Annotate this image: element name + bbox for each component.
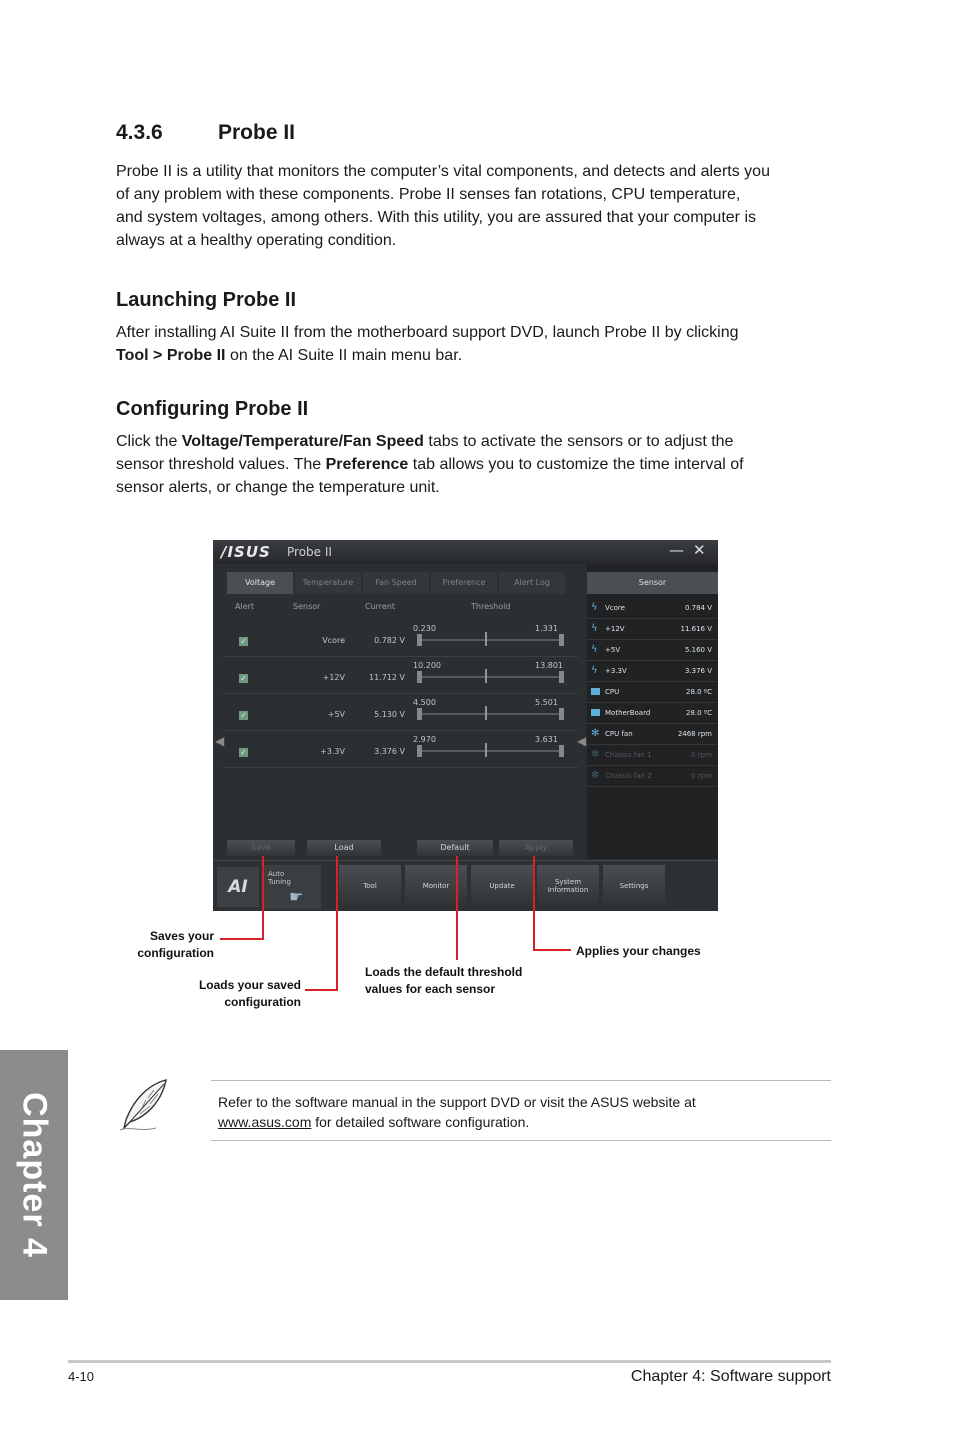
configuring-heading: Configuring Probe II xyxy=(116,398,309,420)
low-slider-handle[interactable] xyxy=(417,745,422,757)
minimize-button[interactable]: — xyxy=(669,541,684,559)
motherboard-temperature-icon xyxy=(591,709,600,716)
configuring-line2: sensor threshold values. The Preference tab allows you to customize the time interval of xyxy=(116,456,744,473)
threshold-low: 4.500 xyxy=(413,698,436,707)
menu-monitor[interactable]: Monitor xyxy=(405,865,467,907)
note-text: Refer to the software manual in the support DVD or visit the ASUS website at www.asus.com for detailed software configuration. xyxy=(218,1094,696,1130)
sensor-name: +5V xyxy=(327,710,345,719)
threshold-low: 0.230 xyxy=(413,624,436,633)
sensor-name: Vcore xyxy=(322,636,345,645)
current-value: 3.376 V xyxy=(374,747,405,756)
sensor-header: Sensor xyxy=(587,572,718,594)
fan-icon: ✻ xyxy=(591,770,600,781)
launching-heading: Launching Probe II xyxy=(116,289,297,311)
threshold-slider-track xyxy=(419,639,559,641)
alert-checkbox[interactable]: ✓ xyxy=(240,637,247,646)
sensor-row: ✻ Chassis fan 2 0 rpm xyxy=(587,766,718,787)
callout-line-apply xyxy=(533,949,571,951)
current-marker xyxy=(485,706,487,720)
voltage-bolt-icon: ϟ xyxy=(591,602,598,613)
current-marker xyxy=(485,669,487,683)
callout-line-apply xyxy=(533,856,535,951)
launching-paragraph xyxy=(116,321,836,367)
footer-chapter: Chapter 4: Software support xyxy=(630,1368,831,1385)
threshold-low: 10.200 xyxy=(413,661,441,670)
current-marker xyxy=(485,743,487,757)
page-number: 4-10 xyxy=(68,1369,95,1384)
chapter-tab-label: Chapter 4 xyxy=(15,1092,54,1258)
footer-divider xyxy=(68,1360,831,1363)
tab-alert-log[interactable]: Alert Log xyxy=(499,572,565,594)
low-slider-handle[interactable] xyxy=(417,708,422,720)
configuring-line3: sensor alerts, or change the temperature unit. xyxy=(116,479,440,496)
current-value: 11.712 V xyxy=(368,673,405,682)
high-slider-handle[interactable] xyxy=(559,745,564,757)
tab-temperature[interactable]: Temperature xyxy=(295,572,361,594)
high-slider-handle[interactable] xyxy=(559,671,564,683)
menu-tool[interactable]: Tool xyxy=(339,865,401,907)
chapter-tab xyxy=(0,1050,68,1300)
table-row xyxy=(223,696,578,731)
load-button[interactable]: Load xyxy=(307,840,381,856)
col-sensor: Sensor xyxy=(293,602,321,611)
probe-ii-window xyxy=(213,540,718,911)
table-row xyxy=(223,659,578,694)
voltage-bolt-icon: ϟ xyxy=(591,644,598,655)
high-slider-handle[interactable] xyxy=(559,634,564,646)
table-row xyxy=(223,622,578,657)
col-threshold: Threshold xyxy=(471,602,511,611)
pointer-hand-icon: ☛ xyxy=(289,887,304,906)
callout-line-load xyxy=(305,989,338,991)
callout-apply: Applies your changes xyxy=(576,944,701,958)
intro-line: and system voltages, among others. With this utility, you are assured that your computer is xyxy=(116,209,756,226)
ai-suite-logo[interactable]: AI xyxy=(217,867,259,907)
col-alert: Alert xyxy=(235,602,255,611)
menu-path: Tool > Probe II xyxy=(116,347,226,364)
threshold-low: 2.970 xyxy=(413,735,436,744)
tab-voltage[interactable]: Voltage xyxy=(227,572,293,594)
launching-line2 xyxy=(116,344,836,367)
main-menu-bar xyxy=(213,860,718,911)
sensor-row: ϟ +12V 11.616 V xyxy=(587,619,718,640)
launching-rest: on the AI Suite II main menu bar. xyxy=(225,347,463,364)
menu-system-information[interactable]: System Information xyxy=(537,865,599,907)
high-slider-handle[interactable] xyxy=(559,708,564,720)
table-row xyxy=(223,733,578,768)
voltage-bolt-icon: ϟ xyxy=(591,665,598,676)
callout-load: Loads your saved configuration xyxy=(198,978,301,1009)
threshold-slider-track xyxy=(419,713,559,715)
callout-line-save xyxy=(220,938,264,940)
alert-checkbox[interactable]: ✓ xyxy=(240,748,247,757)
sensor-row: ✻ Chassis fan 1 0 rpm xyxy=(587,745,718,766)
sensor-row: ϟ +3.3V 3.376 V xyxy=(587,661,718,682)
threshold-high: 13.801 xyxy=(535,661,563,670)
asus-logo: /ISUS xyxy=(221,543,271,561)
sensor-panel xyxy=(587,564,718,859)
window-title: Probe II xyxy=(287,545,332,559)
menu-settings[interactable]: Settings xyxy=(603,865,665,907)
save-button[interactable]: Save xyxy=(227,840,295,856)
threshold-high: 5.501 xyxy=(535,698,558,707)
scroll-left-arrow-icon[interactable]: ◀ xyxy=(215,734,225,748)
apply-button[interactable]: Apply xyxy=(499,840,573,856)
collapse-panel-arrow-icon[interactable]: ◀ xyxy=(577,734,587,748)
threshold-high: 3.631 xyxy=(535,735,558,744)
title-bar xyxy=(213,540,718,564)
sensor-row: ϟ Vcore 0.784 V xyxy=(587,598,718,619)
col-current: Current xyxy=(365,602,396,611)
sensor-row: MotherBoard 28.0 ºC xyxy=(587,703,718,724)
note-divider-bottom xyxy=(211,1140,831,1141)
callout-line-save xyxy=(262,856,264,940)
sensor-row: ✻ CPU fan 2468 rpm xyxy=(587,724,718,745)
configuring-line1: Click the Voltage/Temperature/Fan Speed tabs to activate the sensors or to adjust the xyxy=(116,433,734,450)
section-title: Probe II xyxy=(218,121,296,144)
intro-line: Probe II is a utility that monitors the computer’s vital components, and detects and alerts you xyxy=(116,163,770,180)
auto-tuning-label: Auto Tuning xyxy=(268,870,291,886)
fan-icon: ✻ xyxy=(591,728,600,739)
threshold-slider-track xyxy=(419,676,559,678)
callout-line-load xyxy=(336,856,338,991)
menu-update[interactable]: Update xyxy=(471,865,533,907)
intro-line: always at a healthy operating condition. xyxy=(116,232,397,249)
default-button[interactable]: Default xyxy=(417,840,493,856)
current-value: 0.782 V xyxy=(374,636,405,645)
sensor-name: +3.3V xyxy=(320,747,345,756)
tab-preference[interactable]: Preference xyxy=(431,572,497,594)
alert-checkbox[interactable]: ✓ xyxy=(240,674,247,683)
low-slider-handle[interactable] xyxy=(417,671,422,683)
tab-fan-speed[interactable]: Fan Speed xyxy=(363,572,429,594)
close-button[interactable]: ✕ xyxy=(693,541,706,559)
fan-icon: ✻ xyxy=(591,749,600,760)
callout-default: Loads the default threshold values for each sensor xyxy=(365,965,523,996)
sensor-row: CPU 28.0 ºC xyxy=(587,682,718,703)
configuring-paragraph xyxy=(116,430,836,499)
launching-line1: After installing AI Suite II from the motherboard support DVD, launch Probe II by clicking xyxy=(116,324,739,341)
current-marker xyxy=(485,632,487,646)
asus-website-link[interactable]: www.asus.com xyxy=(218,1114,312,1130)
threshold-high: 1.331 xyxy=(535,624,558,633)
callout-line-default xyxy=(456,856,458,960)
low-slider-handle[interactable] xyxy=(417,634,422,646)
intro-line: of any problem with these components. Probe II senses fan rotations, CPU temperature, xyxy=(116,186,741,203)
intro-paragraph xyxy=(116,160,836,252)
threshold-slider-track xyxy=(419,750,559,752)
voltage-panel xyxy=(213,564,585,859)
alert-checkbox[interactable]: ✓ xyxy=(240,711,247,720)
callout-save: Saves your configuration xyxy=(137,929,214,960)
note-divider-top xyxy=(211,1080,831,1081)
auto-tuning-button[interactable] xyxy=(263,865,321,909)
sensor-name: +12V xyxy=(322,673,345,682)
section-number: 4.3.6 xyxy=(116,121,163,144)
note-feather-icon xyxy=(114,1076,174,1136)
sensor-row: ϟ +5V 5.160 V xyxy=(587,640,718,661)
cpu-temperature-icon xyxy=(591,688,600,695)
voltage-bolt-icon: ϟ xyxy=(591,623,598,634)
current-value: 5.130 V xyxy=(374,710,405,719)
